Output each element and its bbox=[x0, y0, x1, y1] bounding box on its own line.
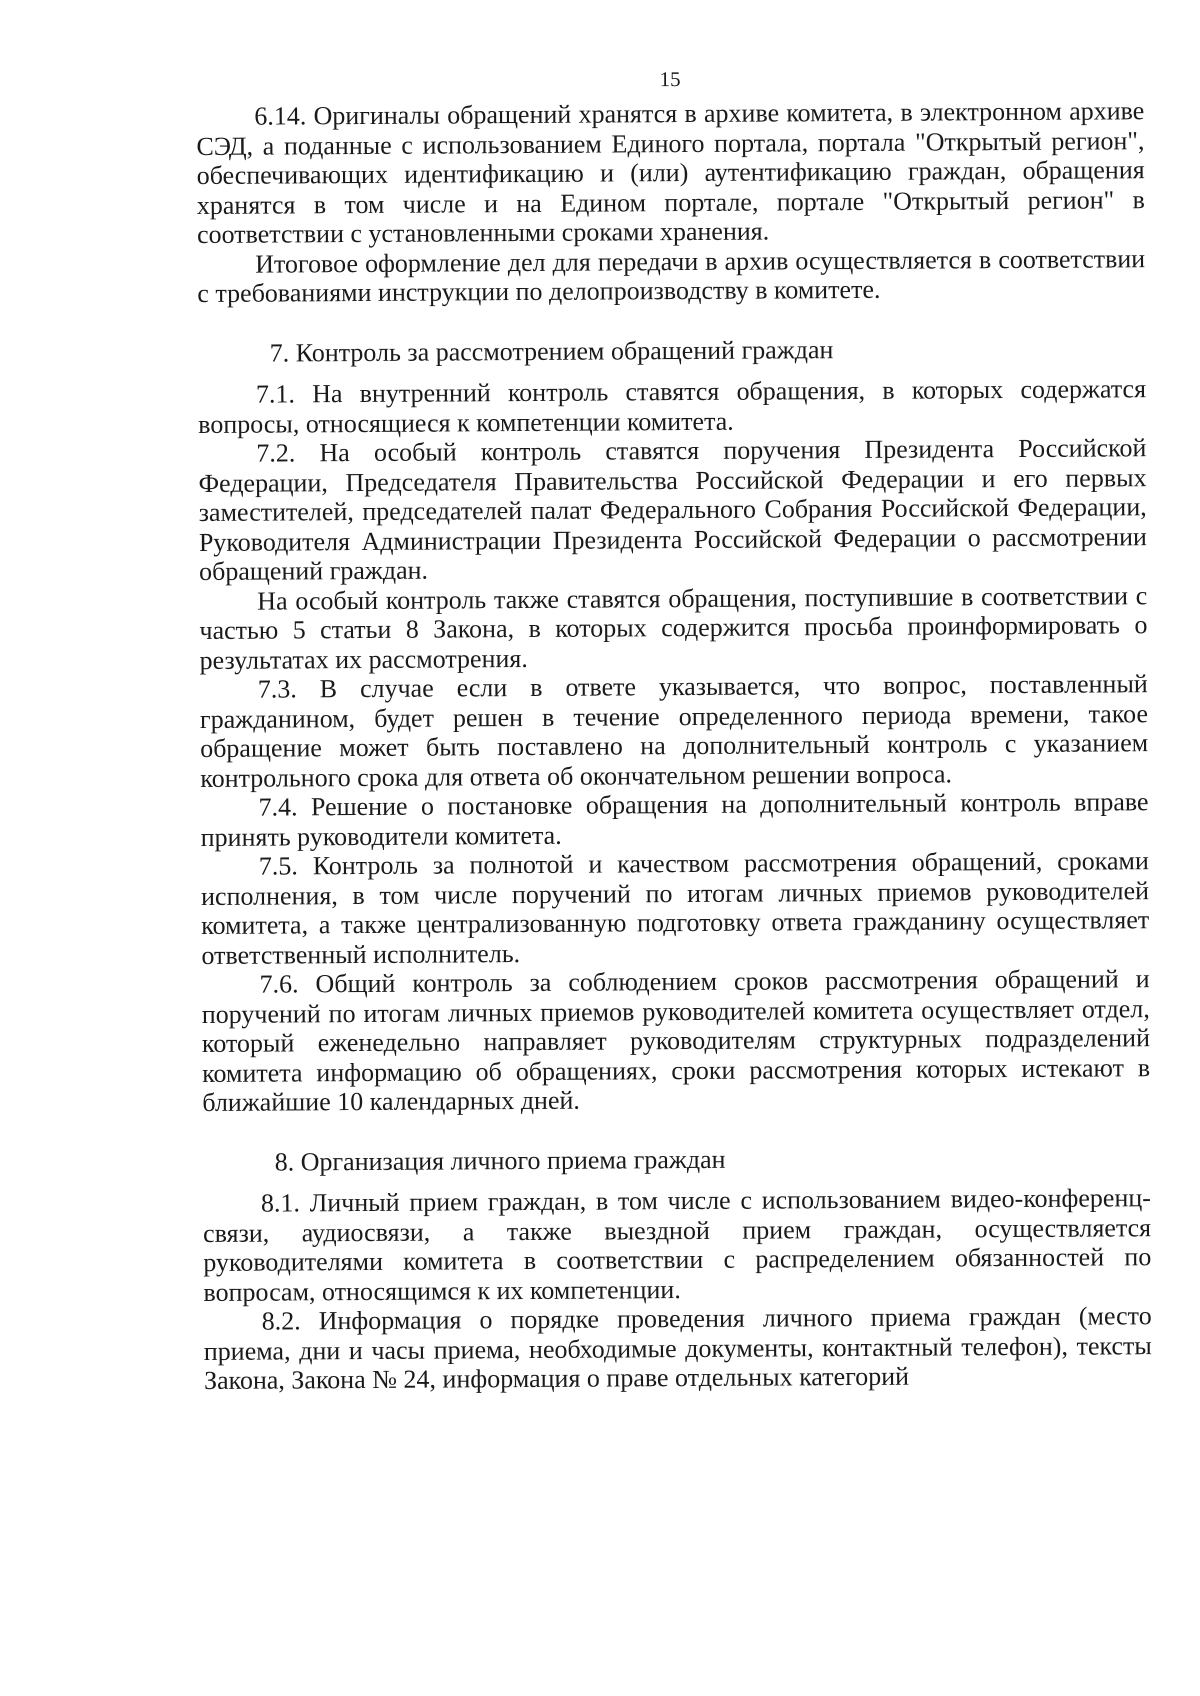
paragraph-6-14: 6.14. Оригиналы обращений хранятся в архиве комитета, в электронном архиве СЭД, а поданные с использованием Единого портала, портала "Открытый регион", обеспечивающих идентификацию и (или) аутентификацию граждан, обращения хранятся в том числе и на Едином портале, портале "Открытый регион" в соответствии с установленными сроками хранения. bbox=[196, 96, 1145, 249]
page-number: 15 bbox=[659, 67, 681, 92]
paragraph-8-1: 8.1. Личный прием граждан, в том числе с использованием видео-конференц-связи, аудиосвязи, а также выездной прием граждан, осуществляется руководителями комитета в соответствии с распределением обязанностей по вопросам, относящимся к их компетенции. bbox=[203, 1183, 1152, 1307]
section-heading-7: 7. Контроль за рассмотрением обращений граждан bbox=[269, 334, 834, 368]
paragraph-8-2: 8.2. Информация о порядке проведения личного приема граждан (место приема, дни и часы приема, необходимые документы, контактный телефон), тексты Закона, Закона № 24, информация о праве отдельных категорий bbox=[203, 1301, 1152, 1395]
paragraph-7-2: 7.2. На особый контроль ставятся поручения Президента Российской Федерации, Председателя Правительства Российской Федерации и его первых заместителей, председателей палат Федерального Собрания Российской Федерации, Руководителя Администрации Президента Российской Федерации о рассмотрении обращений граждан. bbox=[198, 433, 1147, 586]
paragraph-7-1: 7.1. На внутренний контроль ставятся обращения, в которых содержатся вопросы, относящиеся к компетенции комитета. bbox=[198, 374, 1147, 439]
paragraph-special-control: На особый контроль также ставятся обращения, поступившие в соответствии с частью 5 статьи 8 Закона, в которых содержится просьба проинформировать о результатах их рассмотрения. bbox=[199, 580, 1148, 675]
section-heading-8: 8. Организация личного приема граждан bbox=[274, 1144, 726, 1177]
paragraph-archive: Итоговое оформление дел для передачи в архив осуществляется в соответствии с требованиями инструкции по делопроизводству в комитете. bbox=[197, 243, 1146, 308]
paragraph-7-3: 7.3. В случае если в ответе указывается, что вопрос, поставленный гражданином, будет решен в течение определенного периода времени, такое обращение может быть поставлено на дополнительный контроль с указанием контрольного срока для ответа об окончательном решении вопроса. bbox=[199, 669, 1149, 793]
paragraph-7-4: 7.4. Решение о постановке обращения на дополнительный контроль вправе принять руководители комитета. bbox=[200, 787, 1149, 852]
paragraph-7-5: 7.5. Контроль за полнотой и качеством рассмотрения обращений, сроками исполнения, в том числе поручений по итогам личных приемов руководителей комитета, а также централизованную подготовку ответа гражданину осуществляет ответственный исполнитель. bbox=[200, 846, 1150, 970]
document-content bbox=[196, 62, 1152, 1395]
paragraph-7-6: 7.6. Общий контроль за соблюдением сроков рассмотрения обращений и поручений по итогам личных приемов руководителей комитета осуществляет отдел, который еженедельно направляет руководителям структурных подразделений комитета информацию об обращениях, сроки рассмотрения которых истекают в ближайшие 10 календарных дней. bbox=[201, 964, 1151, 1117]
